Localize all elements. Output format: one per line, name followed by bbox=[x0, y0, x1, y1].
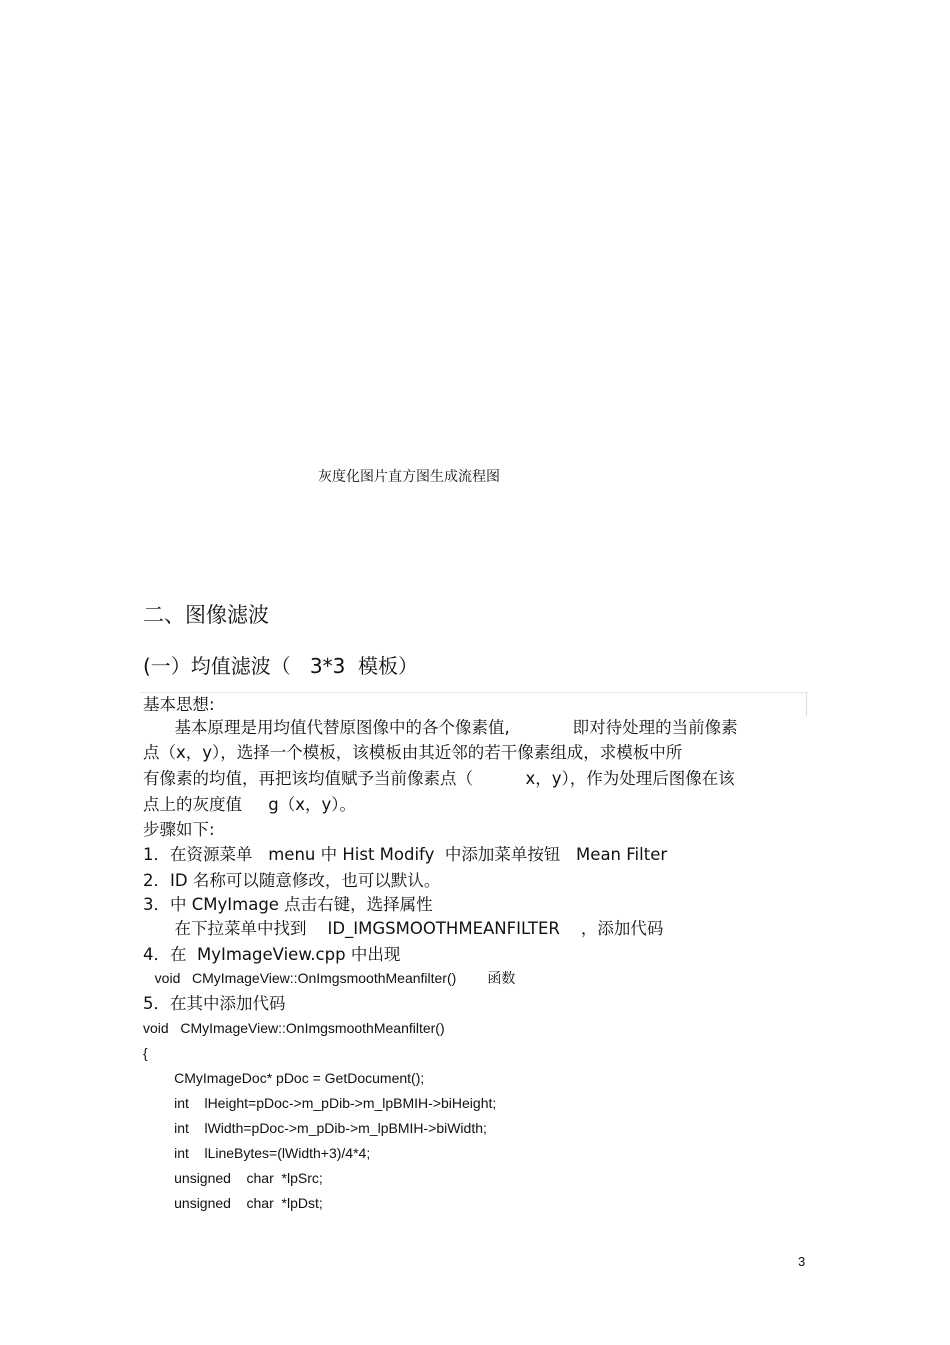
step-item: 3．中 CMyImage 点击右键，选择属性 bbox=[143, 895, 433, 914]
code-line: CMyImageDoc* pDoc = GetDocument(); bbox=[143, 1070, 425, 1086]
code-line: unsigned char *lpSrc; bbox=[143, 1170, 323, 1186]
steps-label: 步骤如下: bbox=[143, 820, 215, 839]
page-number: 3 bbox=[798, 1254, 806, 1269]
step-item: 2．ID 名称可以随意修改，也可以默认。 bbox=[143, 871, 441, 890]
code-line: void CMyImageView::OnImgsmoothMeanfilter() bbox=[143, 1020, 445, 1036]
paragraph-line: 有像素的均值，再把该均值赋予当前像素点（ x，y），作为处理后图像在该 bbox=[143, 769, 735, 788]
figure-caption: 灰度化图片直方图生成流程图 bbox=[318, 469, 500, 485]
step-item: 4．在 MyImageView.cpp 中出现 bbox=[143, 945, 401, 964]
step-item: 在下拉菜单中找到 ID_IMGSMOOTHMEANFILTER ，添加代码 bbox=[143, 919, 664, 938]
step-item: 1．在资源菜单 menu 中 Hist Modify 中添加菜单按钮 Mean Filter bbox=[143, 845, 668, 864]
paragraph-line: 基本原理是用均值代替原图像中的各个像素值, 即对待处理的当前像素 bbox=[143, 718, 738, 737]
paragraph-line: 点上的灰度值 g（x，y）。 bbox=[143, 795, 356, 814]
subsection-title: (一）均值滤波（ 3*3 模板） bbox=[143, 654, 419, 678]
paragraph-top-rule bbox=[140, 692, 808, 693]
code-line: int lHeight=pDoc->m_pDib->m_lpBMIH->biHeight; bbox=[143, 1095, 497, 1111]
paragraph-line: 点（x，y），选择一个模板，该模板由其近邻的若干像素组成，求模板中所 bbox=[143, 743, 683, 762]
step-item: void CMyImageView::OnImgsmoothMeanfilter() 函数 bbox=[143, 970, 516, 986]
section-title: 二、图像滤波 bbox=[143, 603, 269, 627]
code-line: unsigned char *lpDst; bbox=[143, 1195, 323, 1211]
code-line: int lLineBytes=(lWidth+3)/4*4; bbox=[143, 1145, 371, 1161]
code-line: int lWidth=pDoc->m_pDib->m_lpBMIH->biWidth; bbox=[143, 1120, 487, 1136]
paragraph-side-rule bbox=[806, 692, 807, 716]
code-line: { bbox=[143, 1045, 148, 1061]
basic-idea-label: 基本思想: bbox=[143, 695, 215, 714]
step-item: 5．在其中添加代码 bbox=[143, 994, 286, 1013]
